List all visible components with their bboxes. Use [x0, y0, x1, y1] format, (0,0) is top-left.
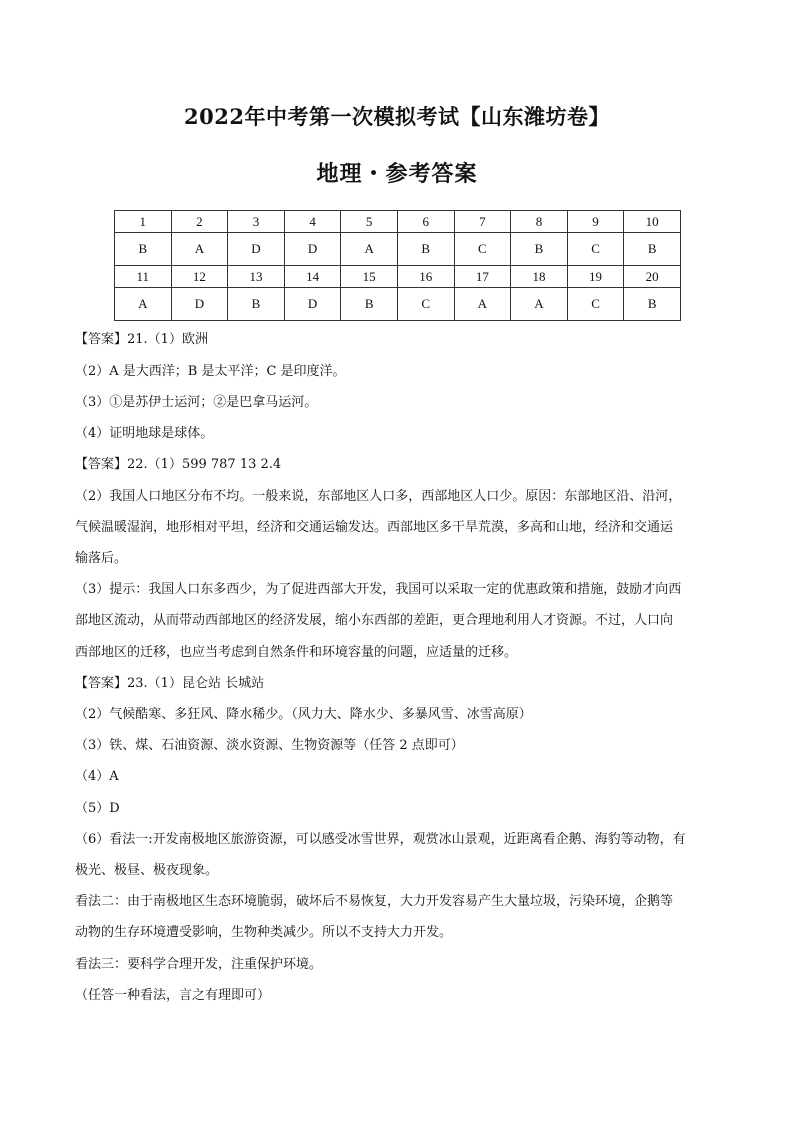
question-number: 7: [454, 211, 511, 233]
answer-cell: B: [115, 233, 172, 266]
answer-line: （4）A: [75, 769, 119, 784]
answer-cell: A: [454, 288, 511, 321]
answer-line: （4）证明地球是球体。: [75, 426, 214, 441]
answer-line: 西部地区的迁移，也应当考虑到自然条件和环境容量的问题，应适量的迁移。: [75, 645, 518, 660]
answer-line: 动物的生存环境遭受影响，生物种类减少。所以不支持大力开发。: [75, 925, 453, 940]
answer-line: 气候温暖湿润，地形相对平坦，经济和交通运输发达。西部地区多干旱荒漠，多高和山地，经济和交通运: [75, 520, 674, 535]
answer-cell: B: [397, 233, 454, 266]
answer-line: 【答案】23.（1）昆仑站 长城站: [75, 676, 265, 691]
question-number: 17: [454, 266, 511, 288]
table-row-numbers-1: [115, 211, 681, 233]
question-number: 11: [115, 266, 172, 288]
answer-cell: B: [341, 288, 398, 321]
answer-line: 看法二：由于南极地区生态环境脆弱，破坏后不易恢复，大力开发容易产生大量垃圾，污染环境，企鹅等: [75, 894, 674, 909]
question-number: 1: [115, 211, 172, 233]
answer-line: （任答一种看法，言之有理即可）: [75, 988, 271, 1003]
question-number: 19: [567, 266, 624, 288]
answer-cell: D: [284, 233, 341, 266]
question-number: 3: [228, 211, 285, 233]
page-title: 2022年中考第一次模拟考试【山东潍坊卷】: [184, 104, 610, 129]
table-row-numbers-2: [115, 266, 681, 288]
answer-cell: C: [397, 288, 454, 321]
answer-line: （5）D: [75, 801, 120, 816]
answer-line: 极光、极昼、极夜现象。: [75, 863, 219, 878]
question-number: 15: [341, 266, 398, 288]
answer-line: 部地区流动，从而带动西部地区的经济发展，缩小东西部的差距，更合理地利用人才资源。不过，人口向: [75, 613, 674, 628]
question-number: 8: [511, 211, 568, 233]
question-number: 5: [341, 211, 398, 233]
answer-line: （2）A 是大西洋；B 是太平洋；C 是印度洋。: [75, 364, 346, 379]
answer-cell: C: [567, 288, 624, 321]
answer-line: 输落后。: [75, 551, 128, 566]
question-number: 2: [171, 211, 228, 233]
answer-cell: A: [341, 233, 398, 266]
answer-cell: C: [567, 233, 624, 266]
question-number: 10: [624, 211, 681, 233]
answer-cell: B: [511, 233, 568, 266]
answer-cell: D: [171, 288, 228, 321]
answer-line: （2）气候酷寒、多狂风、降水稀少。（风力大、降水少、多暴风雪、冰雪高原）: [75, 707, 532, 722]
answer-line: （3）提示：我国人口东多西少，为了促进西部大开发，我国可以采取一定的优惠政策和措施，鼓励才向西: [75, 582, 682, 597]
answer-cell: D: [284, 288, 341, 321]
answer-table: [114, 210, 681, 321]
answer-line: （3）①是苏伊士运河；②是巴拿马运河。: [75, 395, 318, 410]
answer-cell: C: [454, 233, 511, 266]
table-row-answers-2: [115, 288, 681, 321]
answer-line: （3）铁、煤、石油资源、淡水资源、生物资源等（任答 2 点即可）: [75, 738, 464, 753]
page-subtitle: 地理・参考答案: [316, 161, 478, 187]
question-number: 4: [284, 211, 341, 233]
question-number: 6: [397, 211, 454, 233]
answer-cell: B: [624, 288, 681, 321]
table-row-answers-1: [115, 233, 681, 266]
answer-cell: A: [115, 288, 172, 321]
answer-line: （6）看法一:开发南极地区旅游资源，可以感受冰雪世界，观赏冰山景观，近距离看企鹅、海豹等动物，有: [75, 832, 686, 847]
answer-cell: D: [228, 233, 285, 266]
question-number: 20: [624, 266, 681, 288]
question-number: 18: [511, 266, 568, 288]
question-number: 16: [397, 266, 454, 288]
answer-line: 看法三：要科学合理开发，注重保护环境。: [75, 957, 323, 972]
question-number: 14: [284, 266, 341, 288]
answer-cell: A: [171, 233, 228, 266]
question-number: 13: [228, 266, 285, 288]
question-number: 12: [171, 266, 228, 288]
answer-line: （2）我国人口地区分布不均。一般来说，东部地区人口多，西部地区人口少。原因：东部地区沿、沿河，: [75, 489, 682, 504]
answer-cell: A: [511, 288, 568, 321]
question-number: 9: [567, 211, 624, 233]
answer-cell: B: [228, 288, 285, 321]
answer-cell: B: [624, 233, 681, 266]
answer-line: 【答案】22.（1）599 787 13 2.4: [75, 457, 282, 472]
answer-line: 【答案】21.（1）欧洲: [75, 332, 208, 347]
